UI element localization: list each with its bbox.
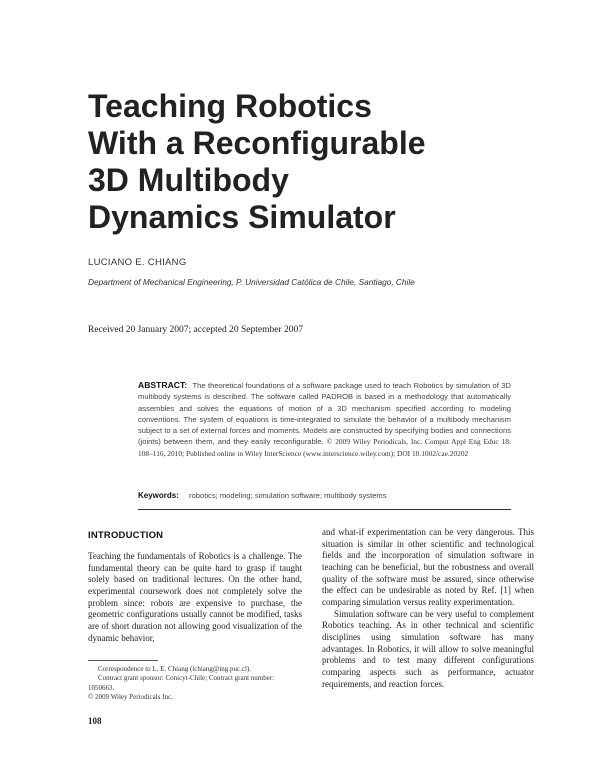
keywords-label: Keywords: (138, 491, 179, 500)
footnote-grant: Contract grant sponsor: Conicyt-Chile; Contract grant number: 1050663. (88, 674, 275, 692)
keywords-divider (138, 509, 511, 510)
title-line: Dynamics Simulator (88, 199, 396, 235)
section-heading: INTRODUCTION (88, 530, 164, 541)
received-dates: Received 20 January 2007; accepted 20 September 2007 (88, 325, 303, 335)
abstract-text: The theoretical foundations of a software package used to teach Robotics by simulation of 3D multibody systems is described. The software called PADROB is based in a methodology that automatically assembles and solves the equations of motion of a 3D mechanism specified according to modeling conventions. The system of equations is time-integrated to simulate the behavior of a multibody mechanism subject to a set of external forces and moments. Models are constructed by specifying bodies and connections (joints) between them, and they easily reconfigurable. (138, 381, 511, 447)
title-line: Teaching Robotics (88, 88, 372, 124)
abstract-citation: © 2009 Wiley Periodicals, Inc. Comput Appl Eng Educ 18: 108–116, 2010; Published online in Wiley InterScience (www.interscience.wiley.com); DOI 10.1002/cae.20202 (138, 437, 511, 458)
abstract-label: ABSTRACT: (138, 380, 188, 390)
title-line: With a Reconfigurable (88, 125, 426, 161)
footnote-copyright: © 2009 Wiley Periodicals Inc. (88, 693, 173, 702)
keywords-text: robotics; modeling; simulation software; multibody systems (189, 491, 387, 500)
body-paragraph: Simulation software can be very useful to complement Robotics teaching. As in other technical and scientific disciplines using simulation software has many advantages. In Robotics, it will allow to solve meaningful problems and to test many different configurations comparing aspects such as performance, actuator requirements, and reaction forces. (322, 608, 534, 689)
keywords (138, 491, 511, 500)
abstract (138, 380, 511, 459)
footnotes (88, 665, 302, 703)
body-paragraph: and what-if experimentation can be very dangerous. This situation is similar in other scientific and technological fields and the incorporation of simulation software in teaching can be beneficial, but the robustness and overall quality of the software must be assured, since otherwise the effect can be undesirable as noted by Ref. [1] when comparing simulation versus reality experimentation. (322, 527, 534, 607)
title-line: 3D Multibody (88, 162, 289, 198)
article-title (88, 88, 508, 236)
author-name: LUCIANO E. CHIANG (88, 257, 187, 268)
body-column-left: Teaching the fundamentals of Robotics is a challenge. The fundamental theory can be quite hard to grasp if taught solely based on traditional lectures. On the other hand, experimental coursework does not completely solve the problem since: robots are expensive to purchase, the geometric configurations usually cannot be modified, tasks are of short duration not allowing good visualization of the dynamic behavior, (88, 551, 302, 643)
author-affiliation: Department of Mechanical Engineering, P. Universidad Católica de Chile, Santiago, Chile (88, 277, 415, 287)
footnote-correspondence: Correspondence to L. E. Chiang (lchiang@ing.puc.cl). (98, 665, 252, 673)
body-column-right (322, 527, 534, 690)
page-number: 108 (88, 716, 102, 726)
footnote-divider (88, 660, 158, 661)
